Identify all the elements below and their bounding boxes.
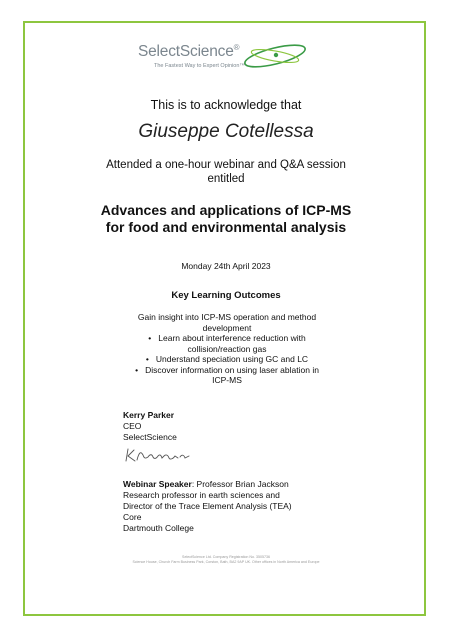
logo-tagline: The Fastest Way to Expert Opinion™ <box>154 63 245 69</box>
outcome-line-1: Understand speciation using GC and LC <box>155 354 309 364</box>
learning-outcomes <box>122 312 332 386</box>
signatory-block <box>123 410 177 443</box>
attended-text <box>23 158 429 186</box>
acknowledge-text: This is to acknowledge that <box>150 98 302 112</box>
speaker-name: : Professor Brian Jackson <box>191 479 289 489</box>
speaker-position-3: Core <box>123 512 142 522</box>
outcome-intro-line-1: Gain insight into ICP-MS operation and method <box>137 312 317 322</box>
outcomes-heading: Key Learning Outcomes <box>171 290 281 301</box>
bullet-icon: • <box>135 364 139 375</box>
bullet-icon: • <box>148 333 152 343</box>
outcome-line-1: Discover information on using laser ablation in <box>145 364 319 375</box>
webinar-title-line-1: Advances and applications of ICP-MS <box>100 202 352 218</box>
speaker-label: Webinar Speaker <box>123 479 192 489</box>
handwritten-signature <box>123 446 193 464</box>
outcome-intro <box>122 312 332 333</box>
webinar-title <box>23 202 429 236</box>
logo-name: SelectScience <box>138 43 234 60</box>
outcome-line-1: Learn about interference reduction with <box>158 333 306 343</box>
logo-registered-mark: ® <box>233 43 240 52</box>
outcome-item <box>122 354 332 365</box>
attended-line-1: Attended a one-hour webinar and Q&A session <box>106 159 346 171</box>
outcome-line-2: collision/reaction gas <box>187 343 267 354</box>
outcome-item <box>122 333 332 354</box>
footer-legal-text <box>23 555 429 565</box>
bullet-icon: • <box>145 354 149 364</box>
attended-line-2: entitled <box>207 173 245 185</box>
signatory-company: SelectScience <box>123 432 177 442</box>
outcome-item <box>122 365 332 386</box>
webinar-date: Monday 24th April 2023 <box>181 261 271 271</box>
outcome-intro-line-2: development <box>202 322 252 333</box>
footer-line-2: Science House, Church Farm Business Park, Corston, Bath, BA2 9AP UK. Other offices in North America and Europe <box>132 560 320 564</box>
speaker-affiliation: Dartmouth College <box>123 523 194 533</box>
selectscience-logo <box>138 40 313 82</box>
speaker-block <box>123 479 343 534</box>
outcome-line-2: ICP-MS <box>212 375 242 385</box>
speaker-position-2: Director of the Trace Element Analysis (TEA) <box>123 501 292 511</box>
recipient-name: Giuseppe Cotellessa <box>138 121 314 142</box>
footer-line-1: SelectScience Ltd. Company Registration No. 3505736 <box>182 555 270 559</box>
signatory-role: CEO <box>123 421 142 431</box>
webinar-title-line-2: for food and environmental analysis <box>105 219 347 235</box>
logo-swoosh-icon <box>240 40 310 72</box>
speaker-position: Research professor in earth sciences and <box>123 490 280 500</box>
signatory-name: Kerry Parker <box>123 410 175 420</box>
